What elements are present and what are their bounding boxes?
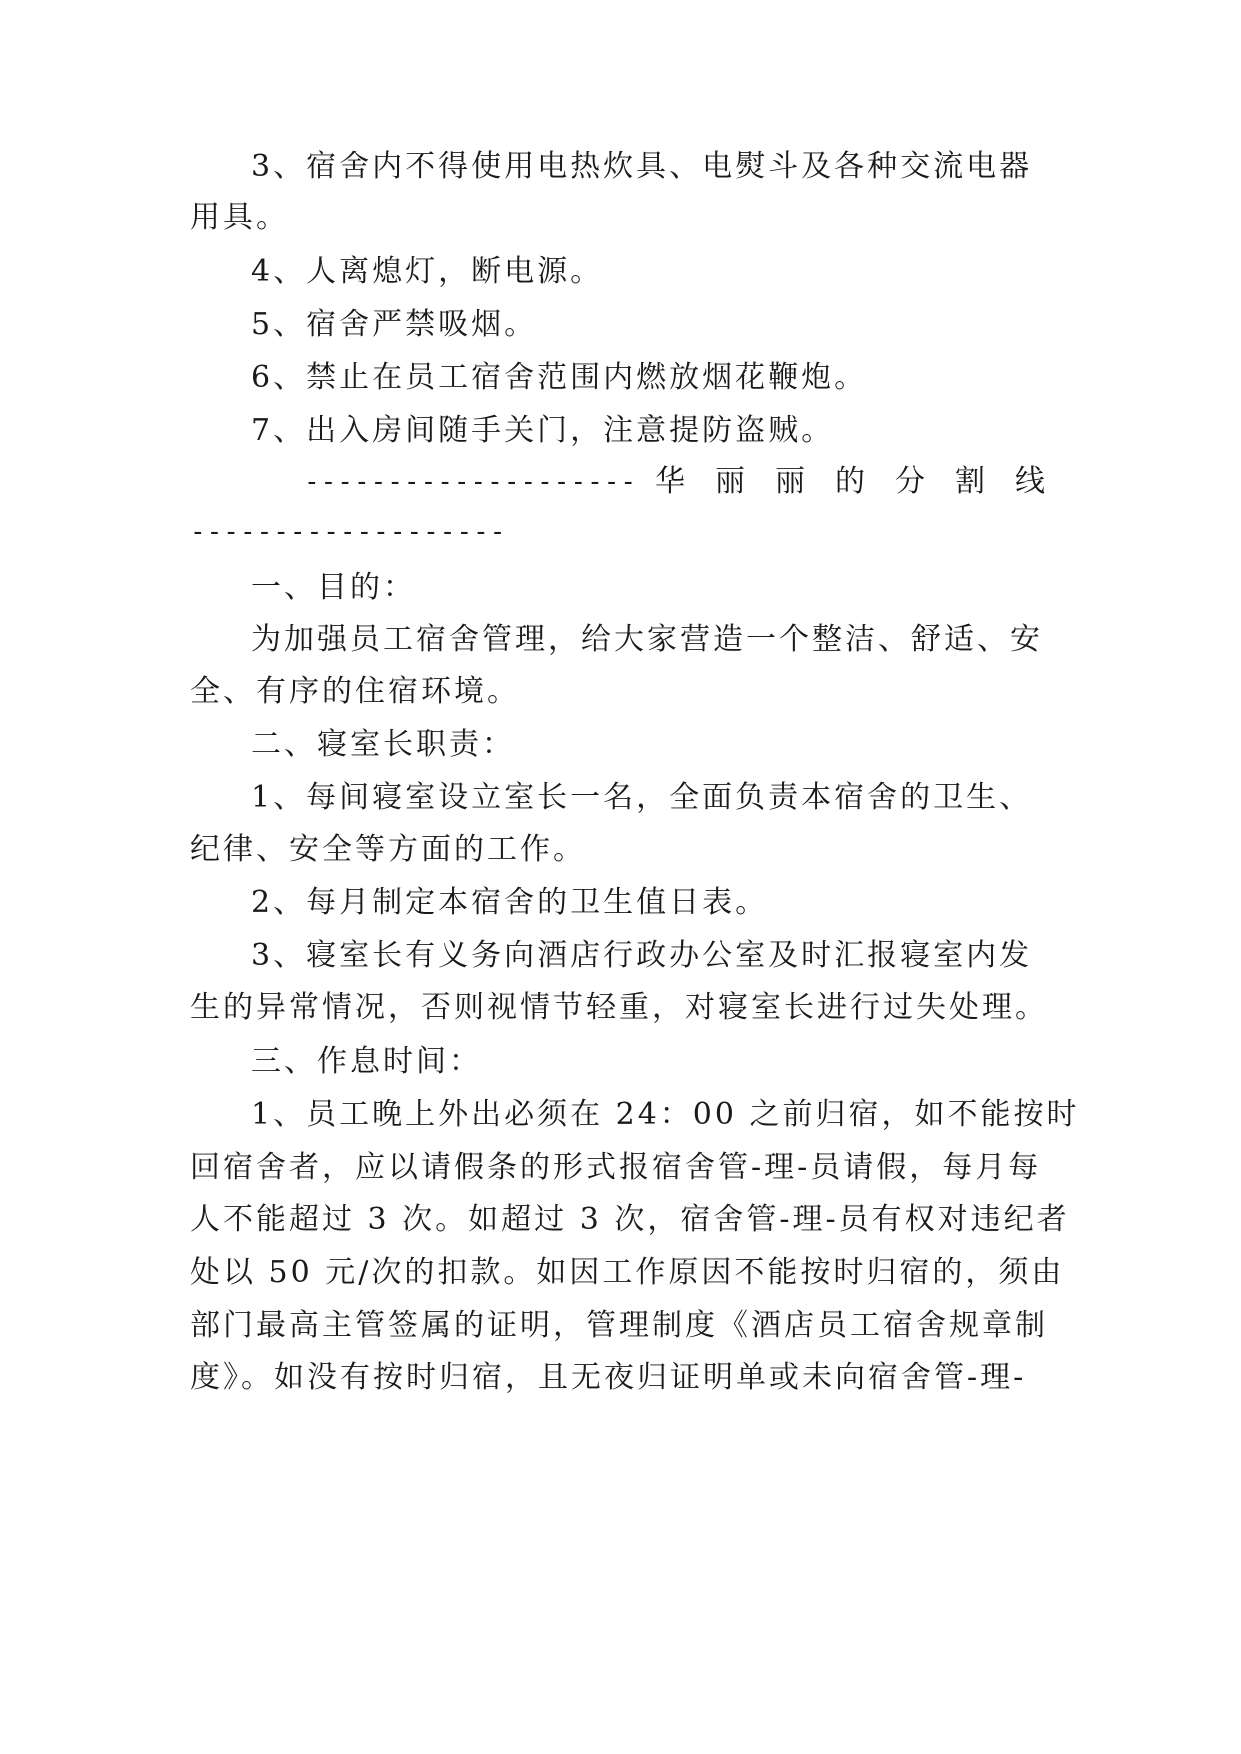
section-1-text-line-2: 全、有序的住宿环境。 (190, 674, 520, 709)
separator-dashes-left: -------------------- (304, 467, 638, 497)
section-3-item-1-line-3: 人不能超过 3 次。如超过 3 次，宿舍管-理-员有权对违纪者 (190, 1202, 1070, 1237)
section-2-item-3-line-1: 3、寝室长有义务向酒店行政办公室及时汇报寝室内发 (251, 938, 1033, 973)
section-3-item-1-line-5: 部门最高主管签属的证明，管理制度《酒店员工宿舍规章制 (190, 1308, 1048, 1343)
section-3-item-1-line-4: 处以 50 元/次的扣款。如因工作原因不能按时归宿的，须由 (190, 1255, 1065, 1290)
section-2-item-3-line-2: 生的异常情况，否则视情节轻重，对寝室长进行过失处理。 (190, 990, 1048, 1025)
rule-3-line-2: 用具。 (190, 200, 289, 235)
section-3-item-1-line-2: 回宿舍者，应以请假条的形式报宿舍管-理-员请假，每月每 (190, 1150, 1042, 1185)
rule-5: 5、宿舍严禁吸烟。 (251, 307, 538, 342)
separator-text: 华丽丽的分割线 (655, 464, 1075, 499)
separator-line (0, 462, 1241, 562)
section-1-heading: 一、目的： (251, 570, 416, 605)
section-1-text-line-1: 为加强员工宿舍管理，给大家营造一个整洁、舒适、安 (251, 622, 1043, 657)
rule-3-line-1: 3、宿舍内不得使用电热炊具、电熨斗及各种交流电器 (251, 149, 1033, 184)
separator-dashes-continued: ------------------- (190, 517, 507, 547)
section-3-item-1-line-1: 1、员工晚上外出必须在 24：00 之前归宿，如不能按时 (251, 1097, 1080, 1132)
section-2-heading: 二、寝室长职责： (251, 727, 515, 762)
section-3-item-1-line-6: 度》。如没有按时归宿，且无夜归证明单或未向宿舍管-理- (190, 1360, 1027, 1395)
rule-4: 4、人离熄灯，断电源。 (251, 254, 604, 289)
rule-7: 7、出入房间随手关门，注意提防盗贼。 (251, 413, 835, 448)
rule-6: 6、禁止在员工宿舍范围内燃放烟花鞭炮。 (251, 360, 868, 395)
section-2-item-2: 2、每月制定本宿舍的卫生值日表。 (251, 885, 769, 920)
section-2-item-1-line-2: 纪律、安全等方面的工作。 (190, 832, 586, 867)
section-2-item-1-line-1: 1、每间寝室设立室长一名，全面负责本宿舍的卫生、 (251, 780, 1033, 815)
section-3-heading: 三、作息时间： (251, 1044, 482, 1079)
